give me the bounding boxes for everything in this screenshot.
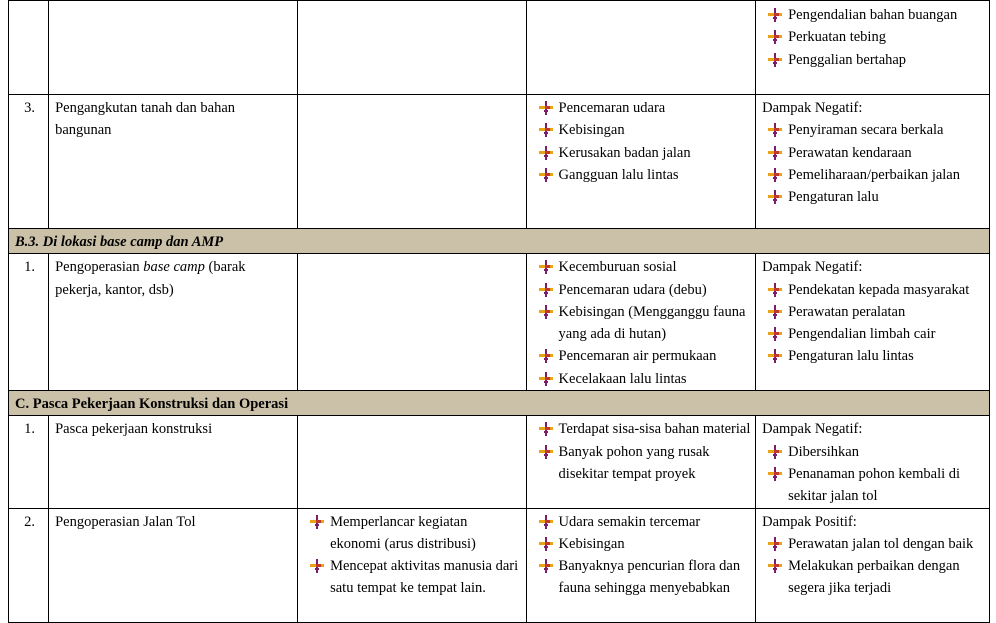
pin-bullet-icon — [539, 283, 553, 297]
mitigation-list — [762, 119, 985, 208]
pin-bullet-icon — [539, 349, 553, 363]
pin-bullet-icon — [539, 260, 553, 274]
list-item: Mencepat aktivitas manusia dari satu tempat ke tempat lain. — [304, 555, 521, 600]
table-row — [9, 416, 990, 508]
pin-bullet-icon — [768, 190, 782, 204]
cell-mitigation — [756, 95, 990, 229]
list-item: Perawatan jalan tol dengan baik — [762, 533, 985, 555]
pin-bullet-icon — [768, 559, 782, 573]
table-row — [9, 95, 990, 229]
list-item: Pencemaran udara — [533, 97, 752, 119]
list-item: Perkuatan tebing — [762, 26, 985, 48]
negative-impact-list — [533, 511, 752, 600]
pin-bullet-icon — [539, 422, 553, 436]
table-row — [9, 254, 990, 391]
pin-bullet-icon — [539, 305, 553, 319]
pin-bullet-icon — [539, 168, 553, 182]
cell-no: 1. — [9, 416, 49, 508]
impact-mitigation-table — [8, 0, 990, 623]
cell-positive-impact — [298, 1, 526, 95]
pin-bullet-icon — [539, 445, 553, 459]
pin-bullet-icon — [539, 101, 553, 115]
list-item: Pengaturan lalu lintas — [762, 345, 985, 367]
list-item: Banyak pohon yang rusak disekitar tempat proyek — [533, 441, 752, 486]
cell-activity: Pengoperasian Jalan Tol — [49, 508, 298, 622]
list-item: Banyaknya pencurian flora dan fauna sehingga menyebabkan — [533, 555, 752, 600]
list-item: Kebisingan — [533, 533, 752, 555]
list-item: Perawatan kendaraan — [762, 142, 985, 164]
section-title: B.3. Di lokasi base camp dan AMP — [9, 229, 990, 254]
pin-bullet-icon — [768, 30, 782, 44]
table-row — [9, 1, 990, 95]
section-title: C. Pasca Pekerjaan Konstruksi dan Operasi — [9, 391, 990, 416]
list-item: Kerusakan badan jalan — [533, 142, 752, 164]
list-item: Pencemaran air permukaan — [533, 345, 752, 367]
cell-mitigation — [756, 508, 990, 622]
pin-bullet-icon — [539, 372, 553, 386]
cell-positive-impact — [298, 254, 526, 391]
mitigation-heading: Dampak Positif: — [762, 513, 857, 530]
pin-bullet-icon — [539, 146, 553, 160]
list-item: Gangguan lalu lintas — [533, 164, 752, 186]
pin-bullet-icon — [310, 515, 324, 529]
list-item: Terdapat sisa-sisa bahan material — [533, 418, 752, 440]
mitigation-heading: Dampak Negatif: — [762, 259, 863, 276]
cell-mitigation — [756, 416, 990, 508]
list-item: Kebisingan — [533, 119, 752, 141]
cell-activity: Pengangkutan tanah dan bahan bangunan — [49, 95, 298, 229]
mitigation-list — [762, 4, 985, 71]
list-item: Penanaman pohon kembali di sekitar jalan tol — [762, 463, 985, 508]
pin-bullet-icon — [310, 559, 324, 573]
cell-no: 1. — [9, 254, 49, 391]
mitigation-heading: Dampak Negatif: — [762, 421, 863, 438]
pin-bullet-icon — [768, 537, 782, 551]
list-item: Pencemaran udara (debu) — [533, 279, 752, 301]
mitigation-list — [762, 533, 985, 600]
list-item: Penggalian bertahap — [762, 49, 985, 71]
list-item: Pengaturan lalu — [762, 186, 985, 208]
list-item: Pemeliharaan/perbaikan jalan — [762, 164, 985, 186]
mitigation-heading: Dampak Negatif: — [762, 100, 863, 116]
list-item: Dibersihkan — [762, 441, 985, 463]
mitigation-list — [762, 279, 985, 368]
list-item: Pengendalian limbah cair — [762, 323, 985, 345]
list-item: Melakukan perbaikan dengan segera jika terjadi — [762, 555, 985, 600]
negative-impact-list — [533, 418, 752, 485]
list-item: Penyiraman secara berkala — [762, 119, 985, 141]
pin-bullet-icon — [768, 467, 782, 481]
section-header-row — [9, 229, 990, 254]
section-header-row — [9, 391, 990, 416]
cell-negative-impact — [526, 254, 756, 391]
cell-negative-impact — [526, 1, 756, 95]
cell-positive-impact — [298, 416, 526, 508]
mitigation-list — [762, 441, 985, 508]
cell-no: 3. — [9, 95, 49, 229]
pin-bullet-icon — [768, 53, 782, 67]
pin-bullet-icon — [539, 537, 553, 551]
cell-activity: Pengoperasian base camp (barak pekerja, kantor, dsb) — [49, 254, 298, 391]
list-item: Udara semakin tercemar — [533, 511, 752, 533]
pin-bullet-icon — [768, 327, 782, 341]
cell-negative-impact — [526, 508, 756, 622]
pin-bullet-icon — [768, 305, 782, 319]
pin-bullet-icon — [768, 349, 782, 363]
cell-activity — [49, 1, 298, 95]
cell-mitigation — [756, 254, 990, 391]
list-item: Kecemburuan sosial — [533, 256, 752, 278]
cell-no — [9, 1, 49, 95]
cell-positive-impact — [298, 508, 526, 622]
pin-bullet-icon — [768, 123, 782, 137]
table-row — [9, 508, 990, 622]
list-item: Memperlancar kegiatan ekonomi (arus distribusi) — [304, 511, 521, 556]
cell-negative-impact — [526, 95, 756, 229]
list-item: Pendekatan kepada masyarakat — [762, 279, 985, 301]
cell-positive-impact — [298, 95, 526, 229]
negative-impact-list — [533, 256, 752, 390]
pin-bullet-icon — [539, 515, 553, 529]
cell-no: 2. — [9, 508, 49, 622]
activity-italic-term: base camp — [143, 259, 205, 276]
pin-bullet-icon — [768, 283, 782, 297]
cell-mitigation — [756, 1, 990, 95]
positive-impact-list — [304, 511, 521, 600]
list-item: Pengendalian bahan buangan — [762, 4, 985, 26]
pin-bullet-icon — [768, 8, 782, 22]
pin-bullet-icon — [768, 168, 782, 182]
list-item: Perawatan peralatan — [762, 301, 985, 323]
pin-bullet-icon — [768, 146, 782, 160]
list-item: Kecelakaan lalu lintas — [533, 368, 752, 390]
list-item: Kebisingan (Mengganggu fauna yang ada di hutan) — [533, 301, 752, 346]
pin-bullet-icon — [539, 559, 553, 573]
pin-bullet-icon — [768, 445, 782, 459]
cell-activity: Pasca pekerjaan konstruksi — [49, 416, 298, 508]
cell-negative-impact — [526, 416, 756, 508]
negative-impact-list — [533, 97, 752, 186]
pin-bullet-icon — [539, 123, 553, 137]
